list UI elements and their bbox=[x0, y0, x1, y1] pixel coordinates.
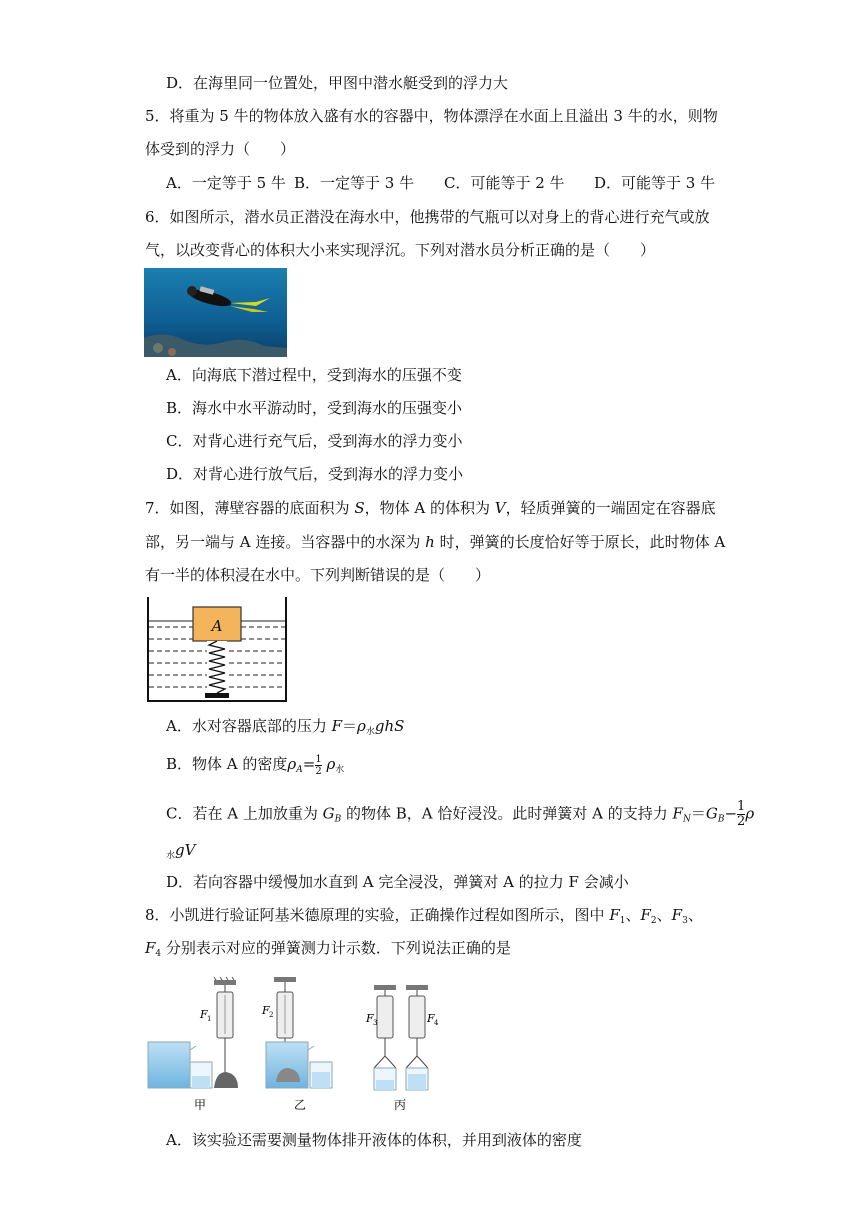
q8-stem-line2: $F_4$ 分别表示对应的弹簧测力计示数．下列说法正确的是 bbox=[145, 939, 511, 959]
label-yi: 乙 bbox=[294, 1098, 307, 1112]
q6-option-d: D．对背心进行放气后，受到海水的浮力变小 bbox=[166, 465, 464, 483]
q5-option-a: A．一定等于 5 牛 bbox=[166, 174, 286, 192]
setup-jia bbox=[148, 977, 238, 1088]
q5-option-d: D．可能等于 3 牛 bbox=[594, 174, 716, 192]
setup-bing bbox=[374, 985, 428, 1090]
label-f2: F bbox=[262, 1004, 270, 1017]
q6-stem-line1: 6．如图所示，潜水员正潜没在海水中，他携带的气瓶可以对身上的背心进行充气或放 bbox=[145, 208, 710, 226]
q6-option-b: B．海水中水平游动时，受到海水的压强变小 bbox=[166, 399, 463, 417]
label-jia: 甲 bbox=[194, 1098, 207, 1112]
q7-option-c-cont: $_水$gV bbox=[166, 841, 196, 861]
q7-stem-line2: 部，另一端与 A 连接。当容器中的水深为 h 时，弹簧的长度恰好等于原长，此时物体 A bbox=[145, 533, 726, 551]
q7-option-c: C．若在 A 上加放重为 $G_B$ 的物体 B，A 恰好浸没。此时弹簧对 A 的支持力 $F_N=G_B-$ $\frac{1}{2}$ ρ bbox=[166, 799, 755, 829]
q6-option-a: A．向海底下潜过程中，受到海水的压强不变 bbox=[166, 366, 462, 384]
q5-stem-line2: 体受到的浮力（ ） bbox=[145, 140, 296, 158]
q5-option-c: C．可能等于 2 牛 bbox=[444, 174, 565, 192]
q7-stem-line3: 有一半的体积浸在水中。下列判断错误的是（ ） bbox=[145, 566, 491, 584]
archimedes-experiment-figure bbox=[144, 976, 444, 1118]
q6-option-c: C．对背心进行充气后，受到海水的浮力变小 bbox=[166, 432, 463, 450]
diver-photo bbox=[144, 268, 287, 357]
container-spring-diagram bbox=[145, 597, 288, 703]
q4-option-d: D．在海里同一位置处，甲图中潜水艇受到的浮力大 bbox=[166, 74, 509, 92]
q8-option-a: A．该实验还需要测量物体排开液体的体积，并用到液体的密度 bbox=[166, 1131, 582, 1149]
label-f1-sub: 1 bbox=[207, 1015, 212, 1023]
q7-option-a: A．水对容器底部的压力 $F=\rho_水ghS$ bbox=[166, 717, 405, 737]
q7-option-d: D．若向容器中缓慢加水直到 A 完全浸没，弹簧对 A 的拉力 F 会减小 bbox=[166, 873, 629, 891]
q7-option-b: B．物体 A 的密度$\rho_A=$ $\frac{1}{2}$ $\rho_水$ bbox=[166, 753, 345, 777]
q5-stem-line1: 5．将重为 5 牛的物体放入盛有水的容器中，物体漂浮在水面上且溢出 3 牛的水，则物 bbox=[145, 107, 718, 125]
setup-yi bbox=[266, 977, 332, 1088]
block-a-label: A bbox=[211, 617, 223, 635]
label-f4-sub: 4 bbox=[434, 1019, 439, 1027]
label-f3-sub: 3 bbox=[373, 1019, 378, 1027]
q5-option-b: B．一定等于 3 牛 bbox=[294, 174, 415, 192]
q7-stem-line1: 7．如图，薄壁容器的底面积为 S，物体 A 的体积为 V，轻质弹簧的一端固定在容器底 bbox=[145, 499, 716, 517]
label-f3: F bbox=[366, 1012, 374, 1025]
label-f2-sub: 2 bbox=[269, 1011, 274, 1019]
q6-stem-line2: 气，以改变背心的体积大小来实现浮沉。下列对潜水员分析正确的是（ ） bbox=[145, 241, 656, 259]
q8-stem-line1: 8．小凯进行验证阿基米德原理的实验，正确操作过程如图所示，图中 $F_1$、$F_2$、$F_3$、 bbox=[145, 906, 703, 926]
label-f4: F bbox=[427, 1012, 435, 1025]
label-f1: F bbox=[200, 1008, 208, 1021]
label-bing: 丙 bbox=[394, 1098, 407, 1112]
